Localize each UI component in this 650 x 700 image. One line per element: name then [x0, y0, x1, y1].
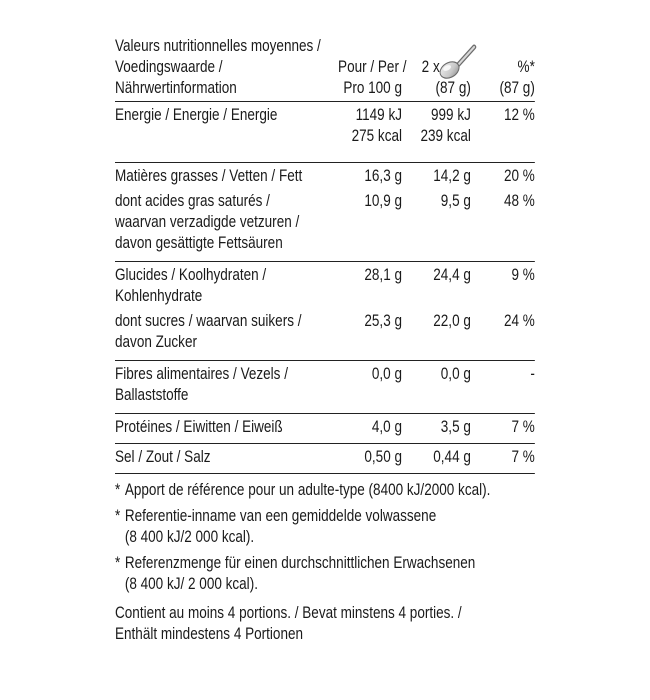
group-fibre — [115, 360, 535, 413]
header-label-line: Valeurs nutritionnelles moyennes / — [115, 37, 321, 55]
value-pct: 48 % — [504, 192, 535, 210]
table-row — [115, 166, 535, 187]
value-pct: 12 % — [504, 106, 535, 124]
header-pct — [471, 36, 535, 99]
nutrient-label: Matières grasses / Vetten / Fett — [115, 167, 303, 185]
value-per-100g: 0,0 g — [371, 365, 402, 383]
header-per-100g — [338, 36, 407, 99]
nutrient-label: Sel / Zout / Salz — [115, 448, 211, 466]
table-row — [115, 265, 535, 307]
value-serving: 22,0 g — [433, 312, 471, 330]
value-serving: 14,2 g — [433, 167, 471, 185]
group-energy — [115, 101, 535, 162]
footnotes — [115, 473, 535, 645]
value-serving: 9,5 g — [440, 192, 471, 210]
nutrient-label: Protéines / Eiwitten / Eiweiß — [115, 418, 283, 436]
group-protein — [115, 413, 535, 443]
value-serving: 0,44 g — [433, 448, 471, 466]
table-header — [115, 36, 535, 101]
header-label-line: Nährwertinformation — [115, 79, 237, 97]
table-row — [115, 417, 535, 438]
value-pct: 7 % — [511, 418, 535, 436]
group-fat — [115, 162, 535, 261]
value-per-100g: 0,50 g — [364, 448, 402, 466]
nutrient-label: Energie / Energie / Energie — [115, 106, 278, 124]
nutrient-label: Glucides / Koolhydraten / Kohlenhydrate — [115, 266, 267, 305]
table-row — [115, 311, 535, 353]
footnote: * Apport de référence pour un adulte-type (8400 kJ/2000 kcal). — [115, 481, 491, 499]
header-label-line: Voedingswaarde / — [115, 58, 223, 76]
serving-prefix: 2 x — [421, 58, 440, 76]
header-pct-line: %* — [517, 58, 535, 76]
nutrient-label: dont acides gras saturés / waarvan verzadigde vetzuren / davon gesättigte Fettsäuren — [115, 192, 300, 252]
group-salt — [115, 443, 535, 473]
value-pct: 20 % — [504, 167, 535, 185]
nutrition-panel — [115, 36, 535, 645]
spoon-icon — [440, 57, 471, 78]
header-per-line: Pro 100 g — [343, 79, 402, 97]
table-row — [115, 447, 535, 468]
header-serving — [402, 36, 471, 99]
value-pct: 7 % — [511, 448, 535, 466]
value-serving: 3,5 g — [440, 418, 471, 436]
value-serving: 0,0 g — [440, 365, 471, 383]
value-per-100g: 28,1 g — [364, 266, 402, 284]
nutrient-label: dont sucres / waarvan suikers / davon Zucker — [115, 312, 302, 351]
table-row — [115, 105, 535, 147]
value-serving: 24,4 g — [433, 266, 471, 284]
footnote: * Referenzmenge für einen durchschnittlichen Erwachsenen (8 400 kJ/ 2 000 kcal). — [115, 554, 476, 593]
portions-note: Contient au moins 4 portions. / Bevat minstens 4 porties. / Enthält mindestens 4 Portionen — [115, 604, 462, 643]
header-per-line: Pour / Per / — [338, 58, 407, 76]
table-row — [115, 364, 535, 406]
value-per-100g: 16,3 g — [364, 167, 402, 185]
group-carbohydrates — [115, 261, 535, 360]
footnote: * Referentie-inname van een gemiddelde volwassene (8 400 kJ/2 000 kcal). — [115, 507, 437, 546]
value-pct: - — [530, 365, 535, 383]
header-label — [115, 36, 338, 99]
table-row — [115, 191, 535, 254]
header-pct-line: (87 g) — [499, 79, 535, 97]
value-serving: 999 kJ 239 kcal — [420, 106, 471, 145]
nutrient-label: Fibres alimentaires / Vezels / Ballaststoffe — [115, 365, 288, 404]
value-pct: 9 % — [511, 266, 535, 284]
value-per-100g: 4,0 g — [371, 418, 402, 436]
value-per-100g: 1149 kJ 275 kcal — [351, 106, 402, 145]
serving-unit: (87 g) — [435, 79, 471, 97]
value-per-100g: 25,3 g — [364, 312, 402, 330]
value-per-100g: 10,9 g — [364, 192, 402, 210]
value-pct: 24 % — [504, 312, 535, 330]
